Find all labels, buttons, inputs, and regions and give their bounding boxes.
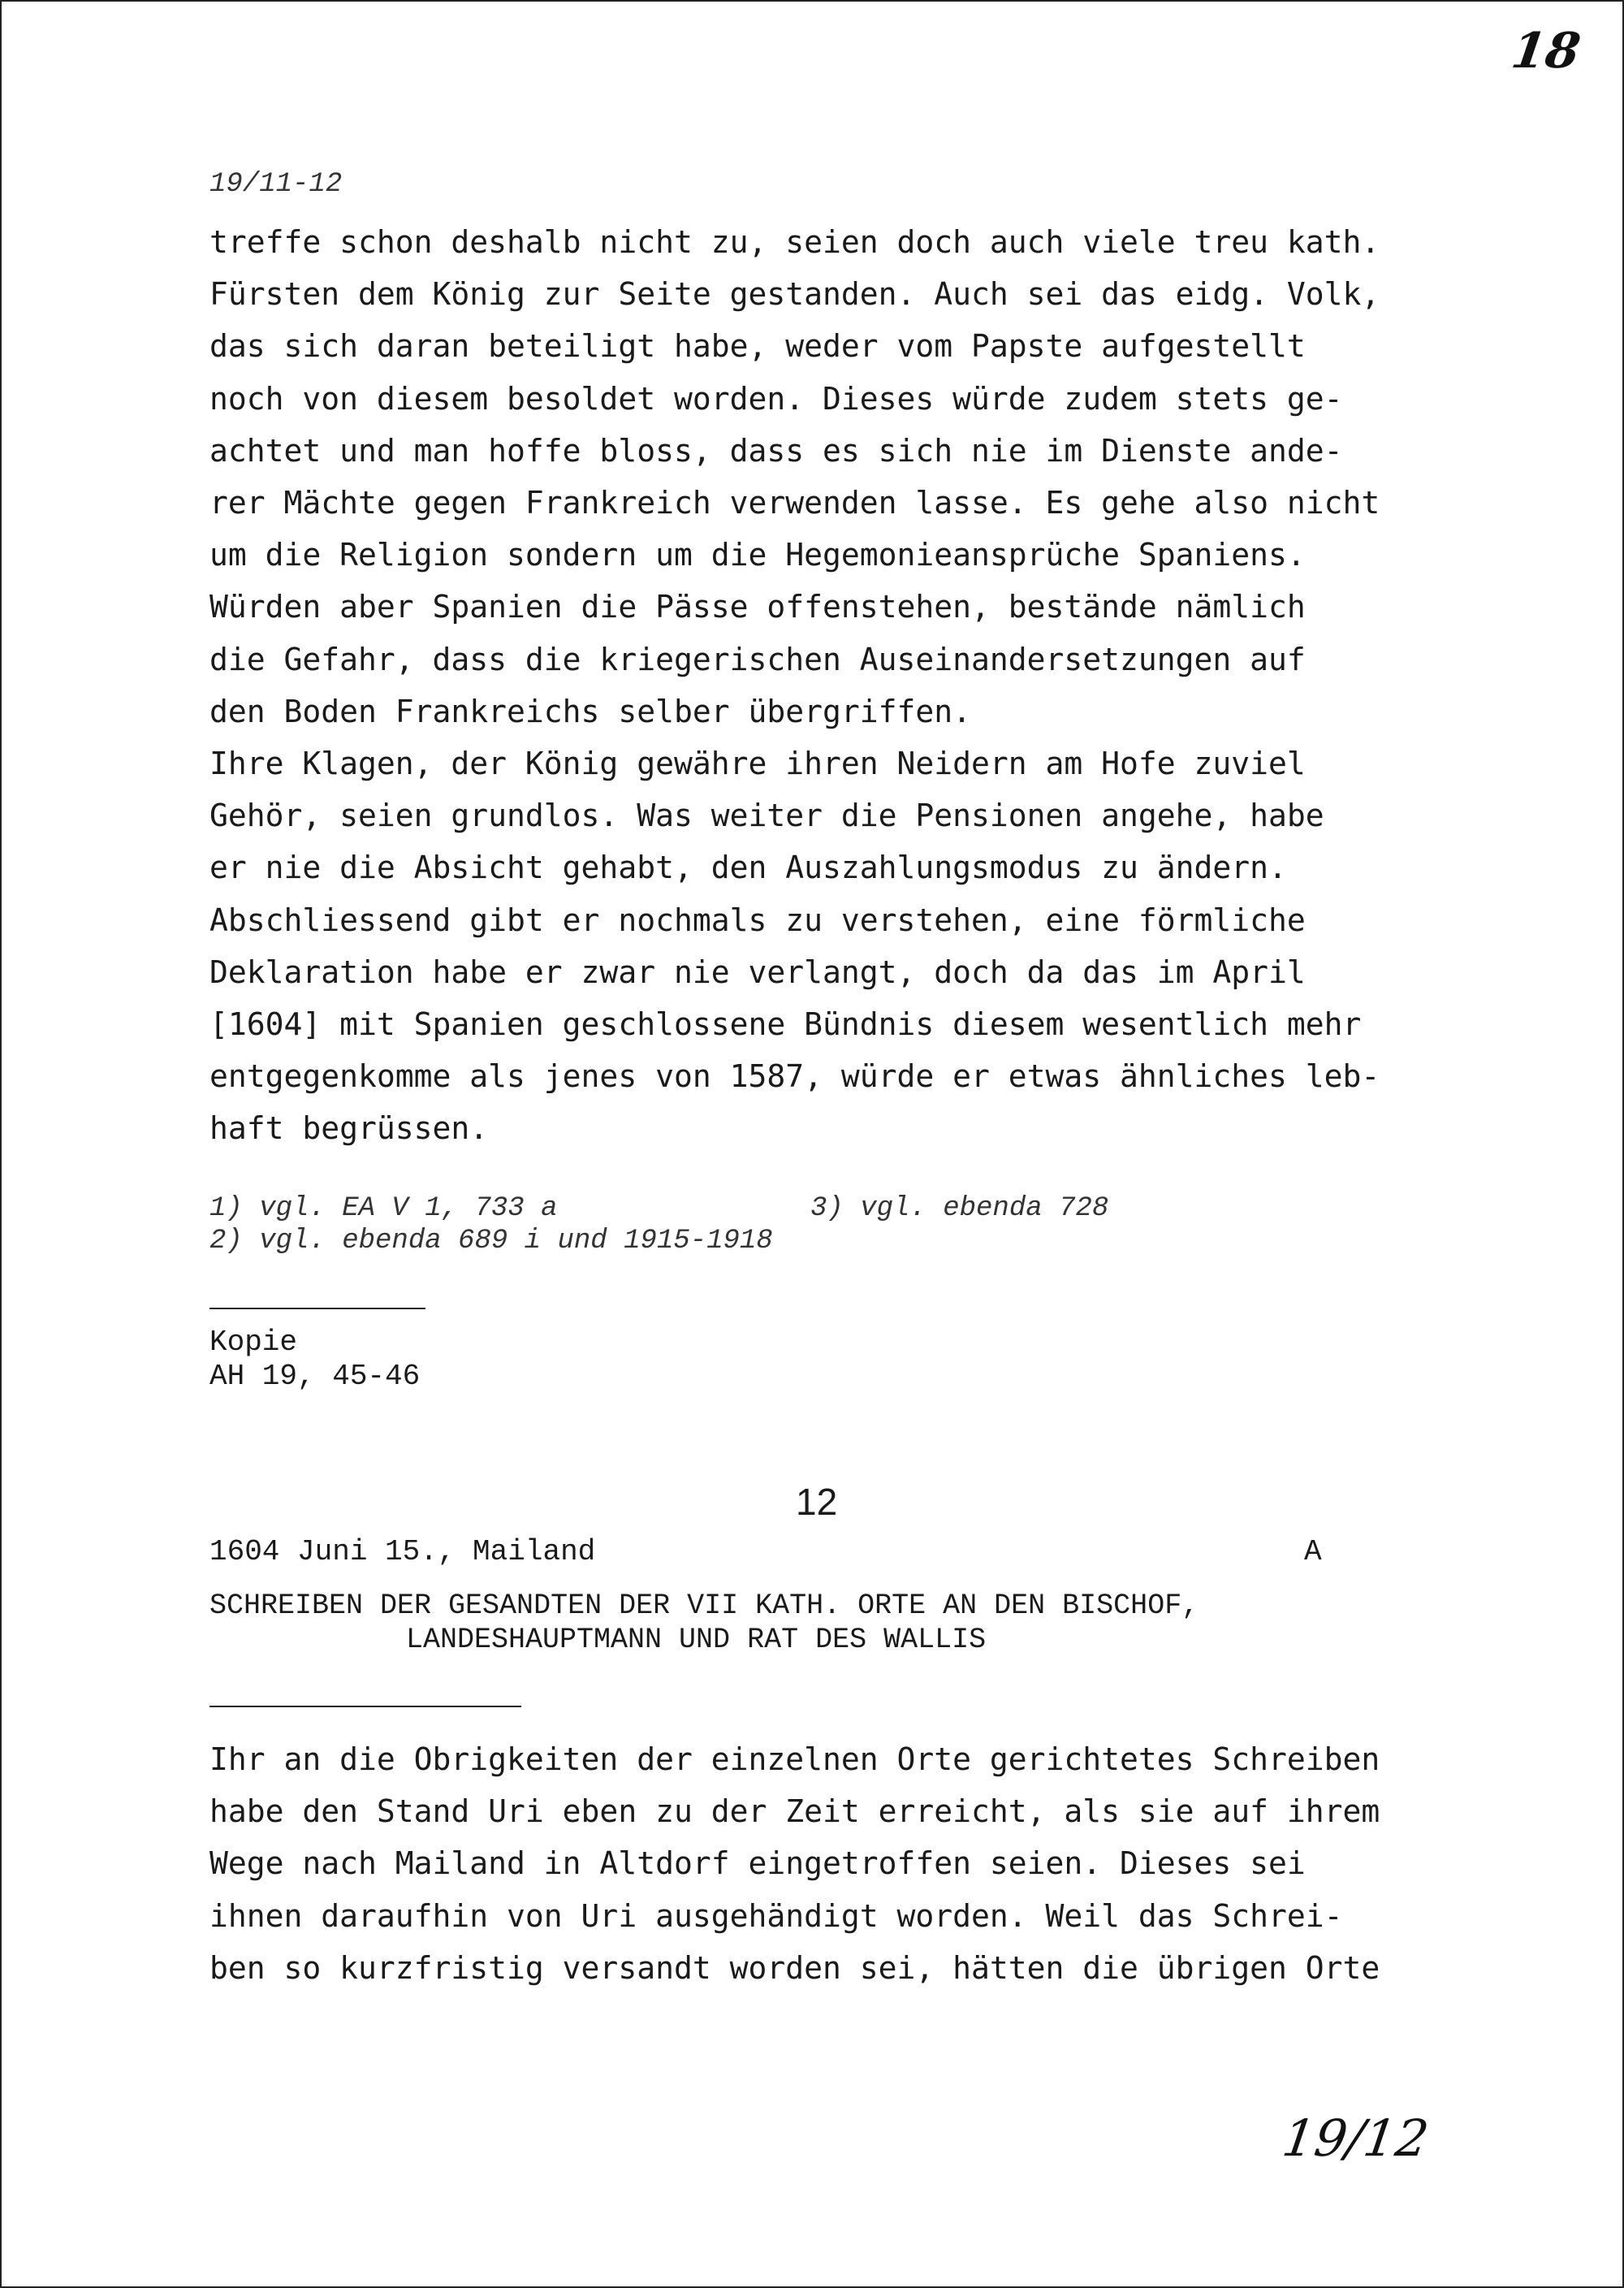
- footnote-row: [209, 1192, 1108, 1225]
- text-line: rer Mächte gegen Frankreich verwenden lasse. Es gehe also nicht: [209, 485, 1380, 521]
- source-info: [209, 1326, 420, 1394]
- footnote-2: 2) vgl. ebenda 689 i und 1915-1918: [209, 1226, 773, 1256]
- text-line: ben so kurzfristig versandt worden sei, hätten die übrigen Orte: [209, 1949, 1380, 1986]
- text-line: entgegenkomme als jenes von 1587, würde er etwas ähnliches leb-: [209, 1058, 1380, 1095]
- text-line: haft begrüssen.: [209, 1110, 489, 1147]
- text-line: treffe schon deshalb nicht zu, seien doch auch viele treu kath.: [209, 224, 1380, 260]
- text-line: Deklaration habe er zwar nie verlangt, doch da das im April: [209, 954, 1306, 990]
- document-title-line: LANDESHAUPTMANN UND RAT DES WALLIS: [406, 1624, 987, 1656]
- source-type: Kopie: [209, 1326, 298, 1359]
- text-line: er nie die Absicht gehabt, den Auszahlungsmodus zu ändern.: [209, 850, 1287, 886]
- source-location: AH 19, 45-46: [209, 1360, 421, 1393]
- text-line: [1604] mit Spanien geschlossene Bündnis diesem wesentlich mehr: [209, 1006, 1362, 1043]
- text-line: Ihre Klagen, der König gewähre ihren Neidern am Hofe zuviel: [209, 746, 1306, 782]
- text-line: Fürsten dem König zur Seite gestanden. Auch sei das eidg. Volk,: [209, 276, 1380, 313]
- document-title-line: SCHREIBEN DER GESANDTEN DER VII KATH. ORTE AN DEN BISCHOF,: [209, 1589, 1199, 1622]
- text-line: den Boden Frankreichs selber übergriffen.: [209, 693, 971, 729]
- text-line: habe den Stand Uri eben zu der Zeit erreicht, als sie auf ihrem: [209, 1793, 1380, 1830]
- source-divider: [209, 1308, 425, 1309]
- footnote-3: 3) vgl. ebenda 728: [810, 1193, 1109, 1224]
- page-reference: 19/11-12: [209, 169, 343, 200]
- footnote-row: [209, 1225, 1108, 1257]
- text-line: die Gefahr, dass die kriegerischen Auseinandersetzungen auf: [209, 641, 1306, 677]
- archive-reference: 19/12: [1278, 2109, 1432, 2168]
- text-line: das sich daran beteiligt habe, weder vom Papste aufgestellt: [209, 328, 1306, 365]
- document-date-place: 1604 Juni 15., Mailand: [209, 1535, 596, 1568]
- text-line: Würden aber Spanien die Pässe offenstehen, bestände nämlich: [209, 589, 1306, 625]
- footnote-1: 1) vgl. EA V 1, 733 a: [209, 1193, 558, 1224]
- document-number: 12: [796, 1481, 838, 1523]
- footnotes: [209, 1192, 1108, 1257]
- document-title: [209, 1589, 1199, 1657]
- text-line: Abschliessend gibt er nochmals zu verstehen, eine förmliche: [209, 902, 1306, 938]
- text-line: Ihr an die Obrigkeiten der einzelnen Orte gerichtetes Schreiben: [209, 1741, 1380, 1777]
- folio-number: 18: [1508, 23, 1584, 80]
- body-paragraph-2: [209, 1733, 1460, 1994]
- body-paragraph-1: [209, 216, 1460, 1155]
- title-divider: [209, 1706, 521, 1707]
- text-line: um die Religion sondern um die Hegemonieansprüche Spaniens.: [209, 537, 1306, 573]
- text-line: ihnen daraufhin von Uri ausgehändigt worden. Weil das Schrei-: [209, 1897, 1343, 1934]
- text-line: noch von diesem besoldet worden. Dieses würde zudem stets ge-: [209, 380, 1343, 417]
- text-line: Wege nach Mailand in Altdorf eingetroffen seien. Dieses sei: [209, 1845, 1306, 1882]
- text-line: achtet und man hoffe bloss, dass es sich nie im Dienste ande-: [209, 432, 1343, 469]
- document-letter: A: [1304, 1535, 1322, 1568]
- text-line: Gehör, seien grundlos. Was weiter die Pensionen angehe, habe: [209, 798, 1324, 834]
